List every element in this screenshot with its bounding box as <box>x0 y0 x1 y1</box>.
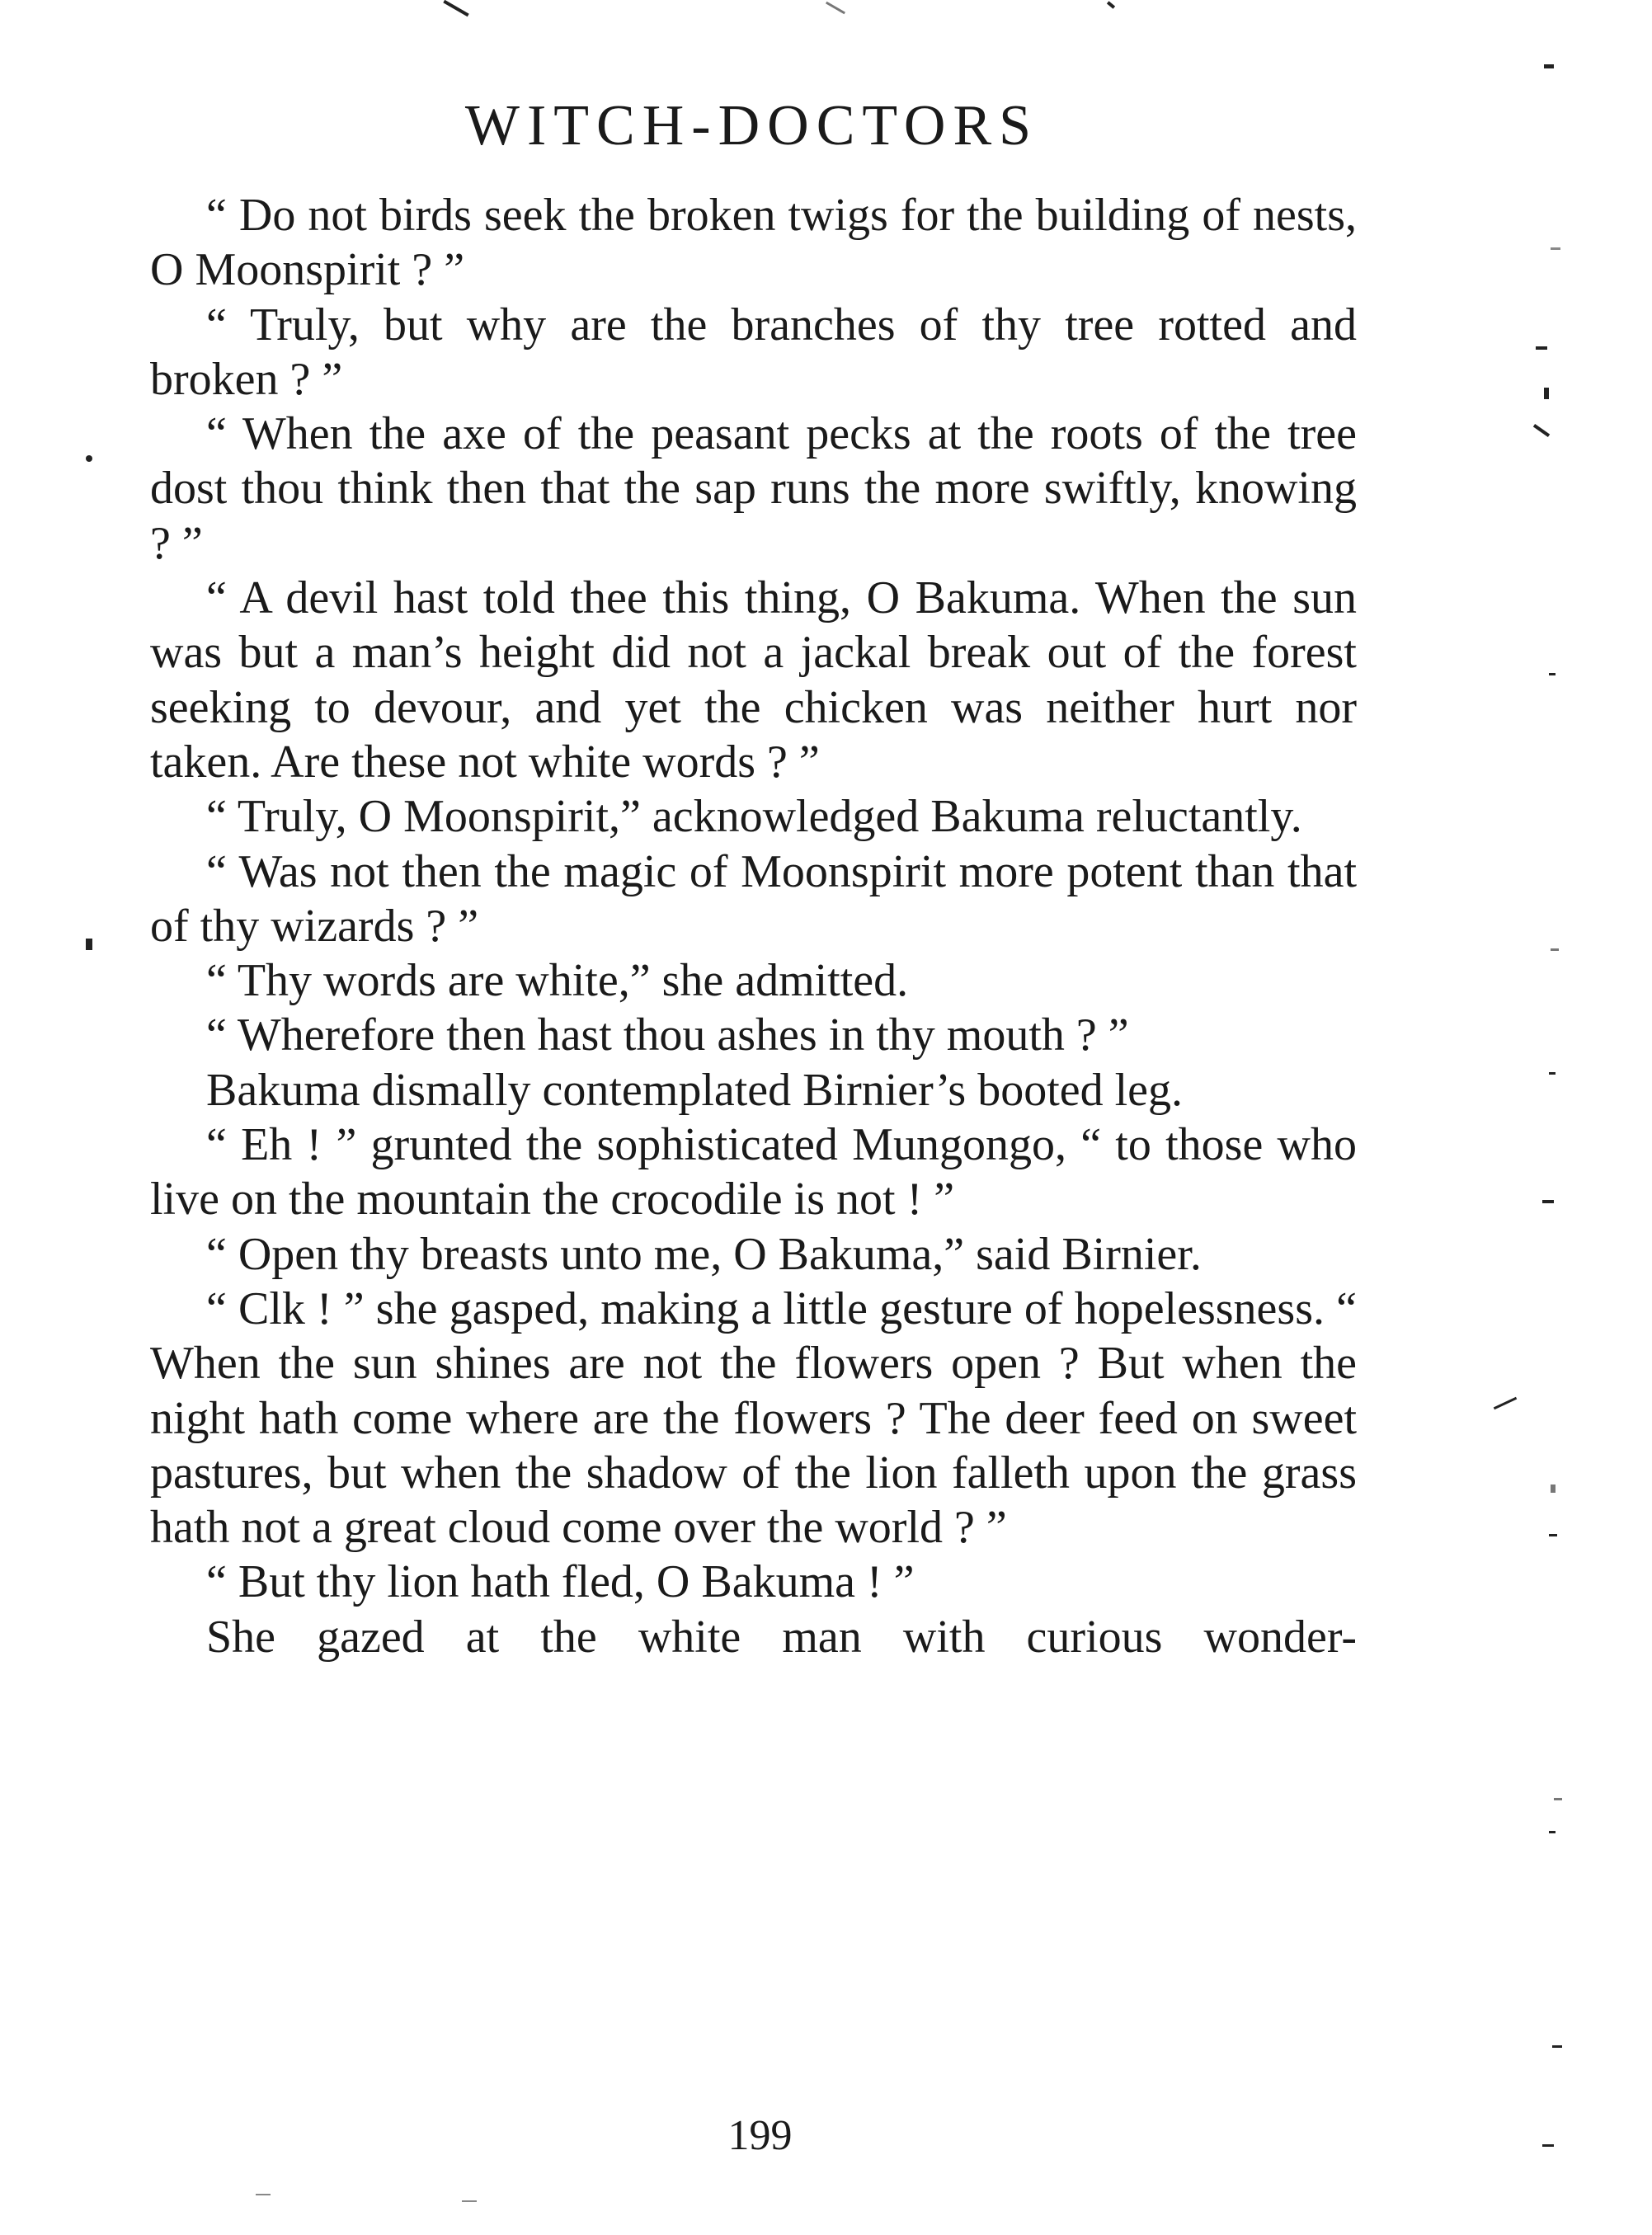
scan-mark <box>86 455 92 462</box>
scan-mark <box>443 0 468 16</box>
paragraph-9: Bakuma dismally contemplated Birnier’s booted leg. <box>206 1064 1184 1116</box>
scan-mark <box>86 939 92 950</box>
body-text <box>150 188 1357 1664</box>
scan-mark <box>1533 424 1550 437</box>
running-header: WITCH-DOCTORS <box>464 94 1039 158</box>
scan-mark <box>1494 1397 1517 1409</box>
scan-mark <box>1536 346 1547 350</box>
paragraph-5: “ Truly, O Moonspirit,” acknowledged Bakuma reluctantly. <box>206 791 1302 843</box>
scan-mark <box>462 2200 477 2202</box>
scan-mark <box>1551 1485 1556 1493</box>
scan-mark <box>1552 2045 1562 2048</box>
paragraph-3: “ When the axe of the peasant pecks at the roots of the tree dost thou think then that the sap runs the more swiftly, knowing ? ” <box>150 408 1357 569</box>
scan-mark <box>1549 1072 1556 1075</box>
paragraph-2: “ Truly, but why are the branches of thy tree rotted and broken ? ” <box>150 299 1357 405</box>
paragraph-7: “ Thy words are white,” she admitted. <box>206 955 909 1007</box>
paragraph-12: “ Clk ! ” she gasped, making a little gesture of hopelessness. “ When the sun shines are not the flowers open ? But when the night hath come where are the flowers ? The deer feed on sweet pastures, but when the shadow of the lion falleth upon the grass hath not a great cloud come over the world ? ” <box>150 1282 1357 1554</box>
paragraph-6: “ Was not then the magic of Moonspirit more potent than that of thy wizards ? ” <box>150 845 1357 952</box>
scan-mark <box>1542 2144 1554 2147</box>
scan-mark <box>1549 1534 1557 1536</box>
scan-mark <box>1551 247 1560 250</box>
scan-mark <box>1542 1200 1554 1203</box>
scan-mark <box>1107 1 1115 8</box>
paragraph-13: “ But thy lion hath fled, O Bakuma ! ” <box>206 1556 915 1608</box>
scan-mark <box>1544 388 1549 399</box>
scan-mark <box>1554 1798 1562 1800</box>
scan-mark <box>1549 1831 1556 1833</box>
paragraph-11: “ Open thy breasts unto me, O Bakuma,” said Birnier. <box>206 1228 1202 1280</box>
scan-mark <box>1549 673 1556 675</box>
scan-mark <box>256 2194 271 2195</box>
paragraph-4: “ A devil hast told thee this thing, O Bakuma. When the sun was but a man’s height did not a jackal break out of the forest seeking to devour, and yet the chicken was neither hurt nor taken. Are these not white words ? ” <box>150 572 1357 788</box>
scan-mark <box>1551 948 1559 951</box>
paragraph-14: She gazed at the white man with curious wonder- <box>206 1611 1357 1663</box>
scan-mark <box>1544 64 1554 68</box>
page-number: 199 <box>727 2112 793 2159</box>
paragraph-8: “ Wherefore then hast thou ashes in thy mouth ? ” <box>206 1009 1129 1061</box>
paragraph-10: “ Eh ! ” grunted the sophisticated Mungongo, “ to those who live on the mountain the crocodile is not ! ” <box>150 1119 1357 1226</box>
scan-mark <box>826 2 845 15</box>
paragraph-1: “ Do not birds seek the broken twigs for the building of nests, O Moonspirit ? ” <box>150 190 1357 296</box>
